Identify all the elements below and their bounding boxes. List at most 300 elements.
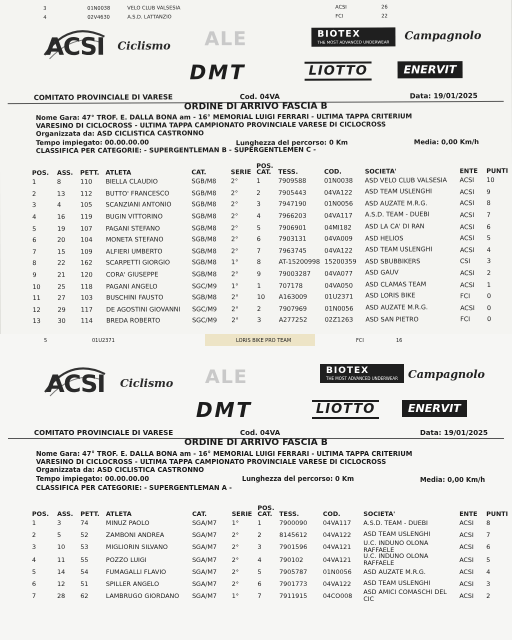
cell-ente: CSI <box>460 258 471 266</box>
results-table <box>30 163 512 328</box>
cell-ente: ACSI <box>459 188 475 197</box>
cell-tess: 7966203 <box>278 212 307 220</box>
cell-cod: 04VA122 <box>324 247 353 255</box>
page-title: ORDINE DI ARRIVO FASCIA B <box>184 438 328 448</box>
cell-ente: ACSI <box>459 520 474 528</box>
cell-ente: ACSI <box>459 581 474 589</box>
cell-atleta: CORA' GIUSEPPE <box>105 271 159 279</box>
cell-pett: 54 <box>80 569 89 577</box>
cell-punti: 0 <box>486 293 492 301</box>
cell-ente: ACSI <box>460 270 475 278</box>
cell-punti: 9 <box>486 188 491 196</box>
cell-atleta: SCARPETTI GIORGIO <box>105 259 171 268</box>
cell-punti: 4 <box>486 569 491 577</box>
cell-pett: 74 <box>80 520 89 528</box>
cell-ass: 15 <box>57 248 66 256</box>
cod-label: Cod. 04VA <box>240 429 281 437</box>
cell-pos: 1 <box>32 520 37 528</box>
cell-pos-cat: 1 <box>256 282 261 290</box>
cell-tess: 7906901 <box>278 224 307 232</box>
cell-societa: ASD AUZATE M.R.G. <box>363 568 426 576</box>
cell-cat: SGB/M8 <box>191 248 217 256</box>
cell-pett: 162 <box>80 260 93 268</box>
table-row <box>30 590 512 603</box>
cell-tess: 707178 <box>278 282 303 290</box>
cell-cat: SGB/M8 <box>191 271 217 279</box>
cell-ass: 25 <box>57 283 66 291</box>
cell-pos: 2 <box>32 531 37 539</box>
cell-ass: 16 <box>57 213 66 221</box>
cell-ass: 14 <box>57 569 66 577</box>
cell-ente: ACSI <box>459 223 475 231</box>
cell-cat: SGB/M8 <box>191 178 217 186</box>
cell-cod: 15200359 <box>324 259 357 267</box>
cell-societa: ASD VELO CLUB VALSESIA <box>364 176 447 185</box>
cell-pos-cat: 6 <box>256 236 261 244</box>
cell-serie: 2° <box>231 236 239 244</box>
cell-pos-cat: 3 <box>257 544 262 552</box>
cell-ass: 21 <box>57 271 66 279</box>
col-header-serie: SERIE <box>231 511 253 518</box>
cell-cod: 04VA117 <box>322 520 352 528</box>
prev-row-punti: 22 <box>381 13 388 20</box>
cell-pett: 104 <box>80 236 93 245</box>
cell-atleta: ZAMBONI ANDREA <box>105 531 165 539</box>
cell-ente: ACSI <box>459 177 475 185</box>
table-row <box>30 530 512 542</box>
cell-serie: 1° <box>231 282 239 290</box>
cell-cat: SGB/M8 <box>191 201 217 209</box>
cell-ass: 19 <box>57 225 66 233</box>
cell-cod: 04VA050 <box>324 282 353 290</box>
cell-punti: 8 <box>486 200 491 208</box>
cell-cod: 01N0056 <box>322 569 352 577</box>
enervit-logo: ENERVIT <box>402 400 467 417</box>
cell-punti: 6 <box>486 544 491 552</box>
col-header-pos: POS. <box>32 511 49 518</box>
cell-tess: 7905443 <box>278 189 307 197</box>
cell-societa: ASD TEAM USLENGHI <box>363 580 431 588</box>
cell-cod: 01U2371 <box>324 293 354 301</box>
cell-cat: SGA/M7 <box>192 520 217 528</box>
col-header-pos: POS. <box>32 169 49 177</box>
cell-ente: ACSI <box>460 281 475 289</box>
cell-punti: 2 <box>486 593 491 601</box>
cell-cat: SGB/M8 <box>191 236 217 244</box>
col-header-punti: PUNTI <box>486 511 508 518</box>
prev-table-row: 5 <box>44 338 48 344</box>
enervit-logo: ENERVIT <box>398 61 463 78</box>
col-header-cat: CAT. <box>191 169 207 177</box>
cell-cod: 01N0038 <box>324 177 353 185</box>
acsi-logo: ACSI <box>46 370 105 398</box>
cell-tess: 7911915 <box>279 593 308 601</box>
date-label: Data: 19/01/2025 <box>420 429 488 437</box>
sponsor-logos <box>0 23 511 85</box>
cell-punti: 5 <box>486 235 491 243</box>
prev-row-tess: 01U2371 <box>92 338 115 344</box>
col-header-serie: SERIE <box>230 169 252 177</box>
organizer: Organizzata da: ASD CICLISTICA CASTRONNO <box>35 129 204 138</box>
cell-cat: SGA/M7 <box>192 531 217 539</box>
cell-serie: 2° <box>231 544 239 552</box>
cell-tess: A277252 <box>278 317 308 325</box>
cell-tess: 7900090 <box>279 520 308 528</box>
cell-atleta: BUTTO' FRANCESCO <box>105 190 170 198</box>
cell-pos-cat: 5 <box>256 224 261 232</box>
cell-serie: 2° <box>231 557 239 565</box>
col-header-pett: PETT. <box>80 169 100 177</box>
biotex-logo: BIOTEX THE MOST ADVANCED UNDERWEAR <box>320 364 404 383</box>
cell-societa: ASD TEAM USLENGHI <box>363 531 431 539</box>
cell-cat: SGB/M8 <box>191 259 217 267</box>
cell-serie: 2° <box>230 189 239 198</box>
cell-punti: 0 <box>487 304 492 312</box>
cell-ass: 12 <box>57 581 66 589</box>
cell-atleta: FUMAGALLI FLAVIO <box>105 569 167 577</box>
cell-societa: ASD HELIOS <box>365 234 404 243</box>
cell-pett: 114 <box>80 318 93 326</box>
cell-tess: AT-15200998 <box>278 259 321 267</box>
liotto-logo: LIOTTO <box>305 61 372 80</box>
cell-punti: 3 <box>486 258 491 266</box>
comitato-label: COMITATO PROVINCIALE DI VARESE <box>34 429 174 437</box>
average-speed: Media: 0,00 Km/h <box>413 138 479 147</box>
cell-punti: 3 <box>486 581 491 589</box>
cell-ass: 4 <box>57 202 62 210</box>
cell-ente: ACSI <box>459 200 475 208</box>
cell-pos-cat: 10 <box>256 294 266 302</box>
col-header-atleta: ATLETA <box>105 169 132 177</box>
cell-pos: 7 <box>32 248 37 256</box>
cell-pos: 7 <box>32 593 37 601</box>
cell-atleta: SPILLER ANGELO <box>105 581 160 589</box>
cell-cod: 04VA117 <box>324 212 353 220</box>
cell-cod: 04VA077 <box>324 270 353 278</box>
cell-tess: 7903131 <box>278 236 307 244</box>
cell-ass: 5 <box>57 531 62 539</box>
cell-cod: 04CO008 <box>322 593 353 601</box>
cell-pett: 107 <box>80 225 93 233</box>
table-row <box>30 541 512 554</box>
comitato-label: COMITATO PROVINCIALE DI VARESE <box>33 93 173 102</box>
cell-serie: 2° <box>231 224 239 232</box>
cell-atleta: PAGANI ANGELO <box>106 283 158 291</box>
cell-tess: 7905787 <box>279 569 308 577</box>
cell-societa: ASD TEAM USLENGHI <box>365 246 433 254</box>
cell-tess: A163009 <box>278 294 308 302</box>
cell-societa: ASD TEAM USLENGHI <box>364 188 432 196</box>
cell-pos: 10 <box>32 283 41 291</box>
cell-ass: 27 <box>57 295 66 303</box>
cell-ass: 8 <box>56 179 62 187</box>
cell-pos: 1 <box>32 179 37 187</box>
cell-pett: 118 <box>80 283 93 291</box>
cell-atleta: POZZO LUIGI <box>105 557 147 565</box>
prev-row-societa: A.S.D. LATTANZIO <box>127 14 172 21</box>
cell-pett: 119 <box>80 213 93 221</box>
ale-logo: ALE <box>205 366 248 388</box>
cell-societa: ASD GAUV <box>365 269 399 277</box>
cell-serie: 2° <box>231 305 239 313</box>
cell-tess: 7901596 <box>279 544 308 552</box>
cell-pos: 9 <box>32 272 37 280</box>
cell-cat: SGA/M7 <box>192 581 217 589</box>
cell-cod: 04VA122 <box>324 189 353 197</box>
cell-pett: 117 <box>80 306 93 314</box>
cell-cod: 04VA121 <box>322 544 352 552</box>
cell-pos-cat: 8 <box>256 259 261 267</box>
biotex-logo: BIOTEX THE MOST ADVANCED UNDERWEAR <box>311 27 395 46</box>
cell-societa: U.C. INDUNO OLONA RAFFAELE <box>363 553 429 567</box>
col-header-societa: SOCIETA' <box>363 511 396 518</box>
cell-cod: 04VA121 <box>322 557 352 565</box>
cell-cat: SGC/M9 <box>192 317 218 325</box>
cell-pett: 55 <box>80 557 89 565</box>
cell-atleta: BUSCHINI FAUSTO <box>106 294 164 302</box>
cell-tess: 7901773 <box>279 581 308 589</box>
cell-atleta: MIGLIORIN SILVANO <box>105 544 168 552</box>
cell-atleta: SCANZIANI ANTONIO <box>105 201 172 210</box>
cell-pos-cat: 1 <box>256 178 261 186</box>
cell-punti: 2 <box>486 270 491 278</box>
acsi-logo: ACSI <box>45 32 105 61</box>
dmt-logo: DMT <box>196 398 253 422</box>
race-name-cont: VARESINO DI CICLOCROSS - ULTIMA TAPPA CAMPIONATO PROVINCIALE VARESE DI CICLOCROSS <box>36 458 387 466</box>
category-classification: CLASSIFICA PER CATEGORIE: - SUPERGENTLEMAN A - <box>36 484 232 492</box>
table-row <box>30 554 512 567</box>
cell-ente: ACSI <box>460 304 475 312</box>
cell-cod: 04VA009 <box>324 235 353 243</box>
campagnolo-logo: Campagnolo <box>404 29 482 43</box>
col-header-pos-cat: POS. CAT. <box>256 162 274 176</box>
cell-cod: 01N0056 <box>324 305 354 313</box>
cell-ass: 13 <box>57 190 66 198</box>
cell-pos: 5 <box>32 225 37 233</box>
cell-pos: 5 <box>32 569 37 577</box>
cell-societa: ASD AUZATE M.R.G. <box>364 199 428 208</box>
cell-atleta: BUGIN VITTORINO <box>105 213 163 221</box>
prev-table-row: 4 <box>43 14 47 21</box>
cell-pos-cat: 7 <box>256 247 261 255</box>
cell-tess: 79003287 <box>278 270 311 278</box>
cell-pos-cat: 2 <box>257 531 262 539</box>
cell-societa: ASD AUZATE M.R.G. <box>365 304 428 312</box>
cell-atleta: MINUZ PAOLO <box>105 520 150 528</box>
prev-row-societa: VELO CLUB VALSESIA <box>127 5 181 12</box>
cell-ente: FCI <box>460 293 471 301</box>
cell-ass: 29 <box>57 306 66 314</box>
cell-tess: 8145612 <box>279 531 308 539</box>
cell-cod: 01N0056 <box>324 201 353 209</box>
prev-row-punti: 26 <box>381 4 388 11</box>
cell-ente: ACSI <box>459 557 474 565</box>
cell-cat: SGB/M8 <box>192 294 217 302</box>
cell-ass: 20 <box>57 237 66 245</box>
cell-pos-cat: 6 <box>257 581 262 589</box>
course-length: Lunghezza del percorso: 0 Km <box>235 138 348 148</box>
cell-ente: ACSI <box>459 569 474 577</box>
col-header-ass: ASS. <box>56 169 74 177</box>
prev-row-ente: ACSI <box>335 4 347 11</box>
cell-pett: 110 <box>80 179 93 187</box>
cell-ente: FCI <box>460 316 471 324</box>
cell-societa: ASD CLAMAS TEAM <box>365 281 427 289</box>
cell-pos: 13 <box>32 318 41 326</box>
cell-societa: ASD LORIS BIKE <box>365 292 416 301</box>
cell-tess: 790102 <box>279 557 304 565</box>
cell-serie: 2° <box>231 294 239 302</box>
liotto-logo: LIOTTO <box>312 400 379 419</box>
cell-tess: 7947190 <box>278 201 307 209</box>
cell-pos: 3 <box>32 202 37 210</box>
col-header-atleta: ATLETA <box>105 511 132 518</box>
elapsed-time: Tempo impiegato: 00.00.00.00 <box>36 475 150 483</box>
col-header-cod: COD. <box>324 168 342 176</box>
cell-ente: ACSI <box>459 593 474 601</box>
cell-pos-cat: 9 <box>256 271 261 279</box>
cell-atleta: DE AGOSTINI GIOVANNI <box>106 306 181 314</box>
cell-societa: U.C. INDUNO OLONA RAFFAELE <box>363 540 429 554</box>
cell-punti: 7 <box>486 531 491 539</box>
cell-pos-cat: 2 <box>256 189 261 197</box>
cell-atleta: MONETA STEFANO <box>105 236 164 244</box>
cell-punti: 0 <box>487 316 492 324</box>
cell-pos-cat: 4 <box>257 557 262 565</box>
cell-cat: SGC/M9 <box>192 305 217 314</box>
cell-ass: 28 <box>57 593 66 601</box>
cell-serie: 2° <box>231 581 239 589</box>
cell-cat: SGA/M7 <box>192 569 217 577</box>
cell-atleta: LAMBRUGO GIORDANO <box>105 593 180 601</box>
cell-pos: 11 <box>32 295 41 303</box>
col-header-tess: TESS. <box>278 168 299 176</box>
cell-serie: 2° <box>231 271 239 279</box>
cell-pos: 8 <box>32 260 37 268</box>
cell-pett: 52 <box>80 531 89 539</box>
cell-pos: 6 <box>32 237 37 245</box>
cell-ass: 3 <box>57 520 62 528</box>
cell-pett: 62 <box>80 593 89 601</box>
race-name: Nome Gara: 47° TROF. E. DALLA BONA am - 16° MEMORIAL LUIGI FERRARI - ULTIMA TAPPA CRITERIUM <box>35 112 413 122</box>
cell-societa: A.S.D. TEAM - DUEBI <box>363 519 428 527</box>
cell-pos: 6 <box>32 581 37 589</box>
cell-pett: 51 <box>80 581 89 589</box>
ale-logo: ALE <box>204 28 248 51</box>
col-header-pos-cat: POS. CAT. <box>257 505 275 518</box>
cell-pett: 53 <box>80 544 89 552</box>
cell-cat: SGB/M8 <box>191 213 217 221</box>
results-table <box>30 506 512 603</box>
cell-serie: 2° <box>230 178 238 186</box>
cell-cod: 02Z1263 <box>324 316 354 325</box>
cell-cod: 04VA122 <box>322 531 352 539</box>
col-header-pett: PETT. <box>80 511 100 518</box>
table-row <box>30 518 512 530</box>
cell-pos-cat: 2 <box>257 305 262 313</box>
prev-row-tess: 02V4630 <box>87 14 110 21</box>
prev-row-societa: LORIS BIKE PRO TEAM <box>236 338 292 344</box>
cell-pos: 2 <box>32 190 37 198</box>
category-classification: CLASSIFICA PER CATEGORIE: - SUPERGENTLEMAN B - SUPERGENTLEMEN C - <box>35 145 316 155</box>
cell-serie: 1° <box>231 520 239 528</box>
cell-cat: SGA/M7 <box>192 544 217 552</box>
table-row <box>30 567 512 579</box>
col-header-ente: ENTE <box>459 168 478 176</box>
cell-punti: 1 <box>486 281 491 289</box>
acsi-ciclismo-text: Ciclismo <box>117 39 171 53</box>
col-header-ente: ENTE <box>459 511 478 518</box>
results-sheet-fascia-b-supergentleman-a <box>0 334 512 640</box>
cell-pett: 112 <box>80 190 93 198</box>
cell-pos-cat: 1 <box>257 520 262 528</box>
cell-pos: 4 <box>32 214 37 222</box>
col-header-societa: SOCIETA' <box>364 168 397 176</box>
average-speed: Media: 0,00 Km/h <box>420 476 486 484</box>
campagnolo-logo: Campagnolo <box>408 368 485 381</box>
prev-row-ente: FCI <box>335 13 344 20</box>
cell-serie: 2° <box>231 317 239 325</box>
cell-ass: 10 <box>57 544 66 552</box>
cell-punti: 6 <box>486 223 491 231</box>
elapsed-time: Tempo impiegato: 00.00.00.00 <box>35 138 150 147</box>
col-header-punti: PUNTI <box>486 167 509 175</box>
cell-atleta: BIELLA CLAUDIO <box>105 178 158 186</box>
cell-serie: 2° <box>231 569 239 577</box>
acsi-ciclismo-text: Ciclismo <box>120 377 174 390</box>
race-name-cont: VARESINO DI CICLOCROSS - ULTIMA TAPPA CAMPIONATO PROVINCIALE VARESE DI CICLOCROSS <box>35 120 386 130</box>
cell-societa: ASD SAN PIETRO <box>365 315 419 324</box>
cell-atleta: BREDA ROBERTO <box>106 317 161 326</box>
cell-pos: 3 <box>32 544 37 552</box>
cell-societa: ASD LA CA' DI RAN <box>365 223 425 231</box>
cell-serie: 2° <box>230 213 239 221</box>
col-header-cat: CAT. <box>192 511 207 518</box>
cell-ente: ACSI <box>459 235 475 243</box>
cell-ente: ACSI <box>459 544 474 552</box>
cell-societa: A.S.D. TEAM - DUEBI <box>365 211 430 219</box>
table-header-row <box>30 506 512 518</box>
cell-cat: SGB/M8 <box>191 224 217 232</box>
cell-cod: 04VA122 <box>322 581 352 589</box>
cell-punti: 5 <box>486 557 491 565</box>
cell-ente: ACSI <box>459 246 475 254</box>
table-row <box>31 314 512 328</box>
cell-pos: 12 <box>32 306 41 314</box>
col-header-cod: COD. <box>322 511 341 518</box>
cell-cod: 04MI182 <box>324 224 352 232</box>
prev-row-tess: 01N0038 <box>87 5 111 12</box>
prev-table-row: 3 <box>43 5 47 12</box>
cell-pett: 105 <box>80 202 93 210</box>
cell-serie: 2° <box>231 247 239 255</box>
cell-pett: 103 <box>80 294 93 303</box>
prev-row-ente: FCI <box>356 338 364 344</box>
race-name: Nome Gara: 47° TROF. E. DALLA BONA am - 16° MEMORIAL LUIGI FERRARI - ULTIMA TAPPA CRITERIUM <box>36 450 413 458</box>
dmt-logo: DMT <box>189 60 246 85</box>
cell-pos-cat: 3 <box>256 201 261 209</box>
cell-pett: 120 <box>80 271 93 279</box>
cod-label: Cod. 04VA <box>239 92 280 102</box>
cell-serie: 1° <box>231 259 239 267</box>
col-header-tess: TESS. <box>279 511 300 518</box>
cell-ass: 22 <box>57 260 66 268</box>
course-length: Lunghezza del percorso: 0 Km <box>242 475 355 483</box>
cell-pos-cat: 3 <box>257 317 262 325</box>
cell-cat: SGC/M9 <box>191 282 217 290</box>
cell-pos-cat: 4 <box>256 213 261 221</box>
cell-atleta: PAGANI STEFANO <box>105 225 160 233</box>
